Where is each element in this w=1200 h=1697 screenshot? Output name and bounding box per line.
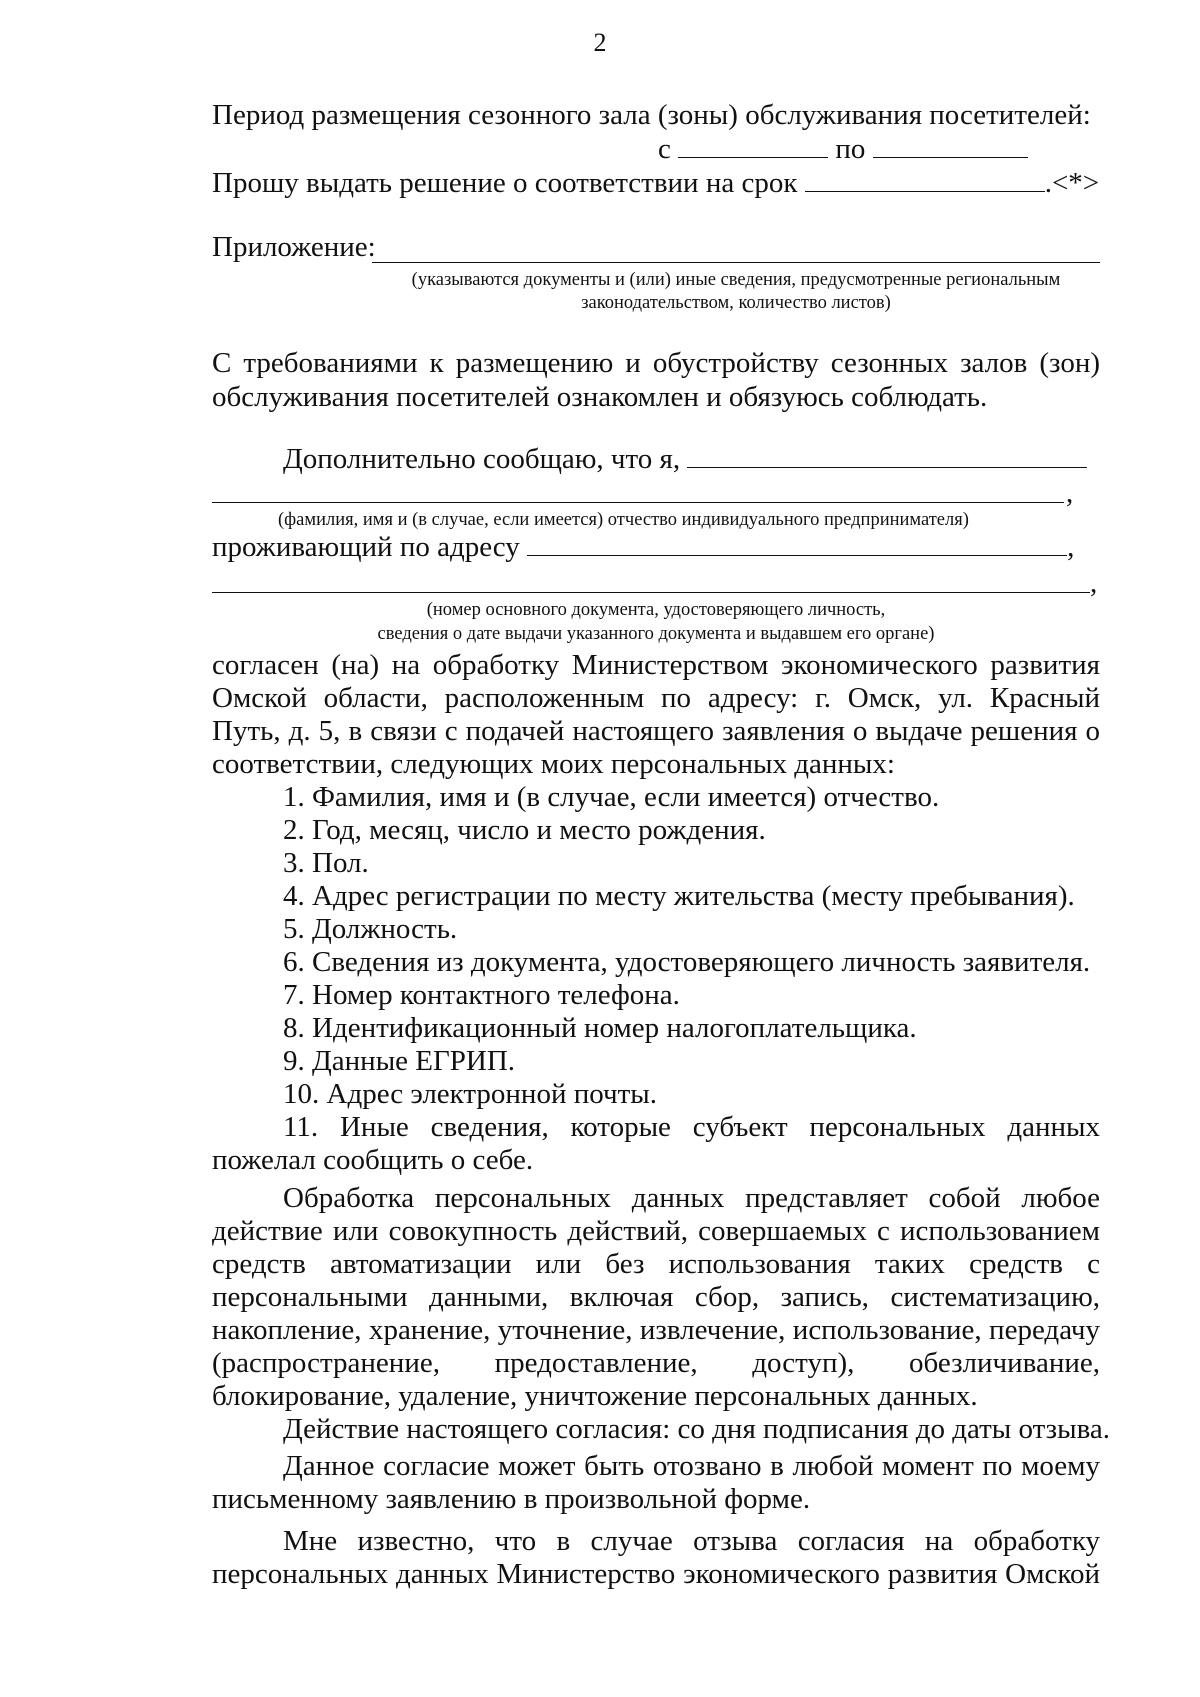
additional-name-field-1[interactable] <box>687 443 1087 468</box>
processing-line-6: (распространение, предоставление, доступ), обезличивание, <box>212 1347 1100 1379</box>
request-suffix: .<*> <box>1044 167 1100 199</box>
period-to-field[interactable] <box>873 133 1028 158</box>
additional-intro-line <box>283 442 1100 476</box>
document-comma: , <box>1090 567 1098 599</box>
name-hint: (фамилия, имя и (в случае, если имеется) отчество индивидуального предпринимателя) <box>278 510 969 530</box>
address-field[interactable] <box>527 531 1067 556</box>
additional-name-field-2[interactable] <box>212 502 1064 503</box>
address-line <box>212 530 1100 564</box>
list-item: 1. Фамилия, имя и (в случае, если имеется) отчество. <box>283 781 940 813</box>
request-line <box>212 166 1100 200</box>
period-range <box>658 132 1108 166</box>
list-item: 5. Должность. <box>283 913 458 945</box>
list-item: 8. Идентификационный номер налогоплательщика. <box>283 1012 917 1044</box>
consent-line-3: Путь, д. 5, в связи с подачей настоящего заявления о выдаче решения о <box>212 715 1100 747</box>
known-line-1: Мне известно, что в случае отзыва согласия на обработку <box>283 1525 1100 1557</box>
request-term-field[interactable] <box>805 167 1045 192</box>
consent-line-1: согласен (на) на обработку Министерством экономического развития <box>212 649 1100 681</box>
list-item: 9. Данные ЕГРИП. <box>283 1045 516 1077</box>
period-to-label: по <box>835 133 866 165</box>
processing-line-7: блокирование, удаление, уничтожение персональных данных. <box>212 1380 978 1412</box>
processing-line-1: Обработка персональных данных представляет собой любое <box>283 1182 1100 1214</box>
request-text: Прошу выдать решение о соответствии на срок <box>212 167 798 199</box>
document-field[interactable] <box>212 592 1090 593</box>
attachment-field[interactable] <box>372 262 1100 263</box>
period-from-label: с <box>658 133 671 165</box>
period-label: Период размещения сезонного зала (зоны) обслуживания посетителей: <box>212 99 1091 131</box>
processing-line-2: действие или совокупность действий, совершаемых с использованием <box>212 1215 1100 1247</box>
attachment-label: Приложение: <box>212 231 376 263</box>
list-item: 4. Адрес регистрации по месту жительства (месту пребывания). <box>283 880 1075 912</box>
address-label: проживающий по адресу <box>212 531 520 563</box>
processing-line-4: персональными данными, включая сбор, запись, систематизацию, <box>212 1281 1100 1313</box>
period-from-field[interactable] <box>678 133 828 158</box>
list-item: 7. Номер контактного телефона. <box>283 979 680 1011</box>
list-item: 10. Адрес электронной почты. <box>283 1078 657 1110</box>
processing-line-5: накопление, хранение, уточнение, извлечение, использование, передачу <box>212 1314 1100 1346</box>
validity-line: Действие настоящего согласия: со дня подписания до даты отзыва. <box>283 1413 1111 1445</box>
page-number: 2 <box>593 28 607 57</box>
name-comma: , <box>1066 477 1074 509</box>
known-line-2: персональных данных Министерство экономического развития Омской <box>212 1558 1100 1590</box>
requirements-line-2: обслуживания посетителей ознакомлен и обязуюсь соблюдать. <box>212 381 988 413</box>
list-item: 6. Сведения из документа, удостоверяющего личность заявителя. <box>283 946 1091 978</box>
consent-line-4: соответствии, следующих моих персональных данных: <box>212 748 895 780</box>
document-hint-1: (номер основного документа, удостоверяющего личность, <box>426 600 886 620</box>
list-item: 2. Год, месяц, число и место рождения. <box>283 814 766 846</box>
list-item-11-line-2: пожелал сообщить о себе. <box>212 1144 534 1176</box>
address-comma: , <box>1067 531 1075 563</box>
list-item-11-line-1: 11. Иные сведения, которые субъект персональных данных <box>283 1111 1100 1143</box>
requirements-line-1: С требованиями к размещению и обустройству сезонных залов (зон) <box>212 347 1100 379</box>
document-hint-2: сведения о дате выдачи указанного документа и выдавшем его органе) <box>377 624 935 644</box>
list-item: 3. Пол. <box>283 847 369 879</box>
processing-line-3: средств автоматизации или без использования таких средств с <box>212 1248 1100 1280</box>
additional-intro: Дополнительно сообщаю, что я, <box>283 443 681 475</box>
revocation-line-1: Данное согласие может быть отозвано в любой момент по моему <box>283 1450 1100 1482</box>
attachment-hint-1: (указываются документы и (или) иные сведения, предусмотренные региональным <box>411 270 1061 290</box>
revocation-line-2: письменному заявлению в произвольной форме. <box>212 1483 811 1515</box>
attachment-hint-2: законодательством, количество листов) <box>581 293 891 313</box>
consent-line-2: Омской области, расположенным по адресу: г. Омск, ул. Красный <box>212 682 1100 714</box>
